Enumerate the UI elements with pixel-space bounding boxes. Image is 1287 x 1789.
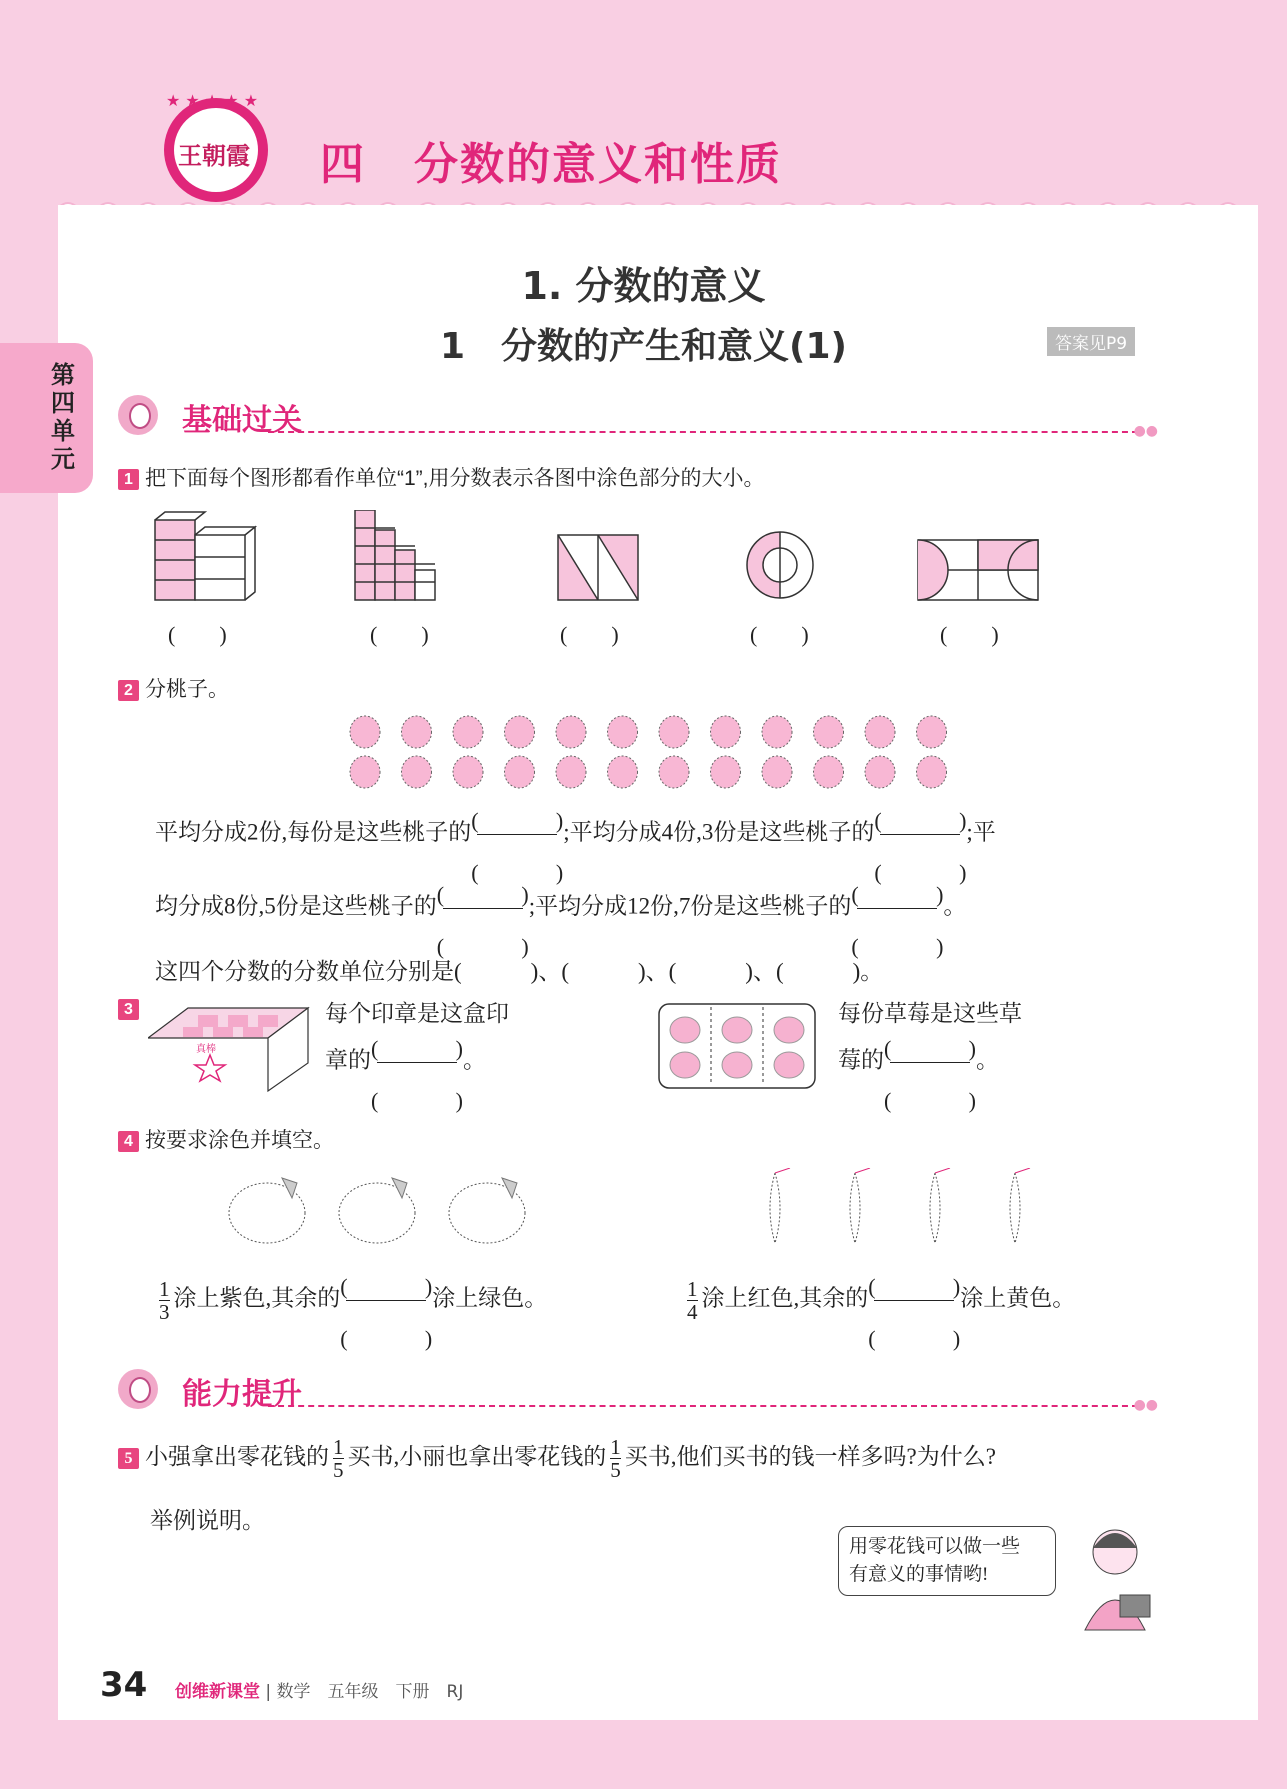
question-1 [118, 462, 765, 492]
q3-text: 章的 [325, 1047, 371, 1073]
q3-left-line1: 每个印章是这盒印 [325, 1001, 509, 1026]
cube-stack-figure-1 [155, 512, 255, 600]
answer-reference: 答案见P9 [1047, 327, 1135, 356]
peach-icon [711, 756, 741, 788]
question-5 [118, 1436, 996, 1481]
page-number: 34 [100, 1665, 148, 1705]
q4-text: 涂上红色,其余的 [701, 1285, 869, 1311]
peach-icon [453, 756, 483, 788]
dots-icon: ●● [1133, 1397, 1158, 1413]
logo-text: 王朝霞 [178, 141, 250, 170]
fraction-blank[interactable]: ( ) ( ) [874, 808, 967, 885]
fraction-blank[interactable]: ( ) ( ) [851, 882, 944, 959]
footer-details: | 数学 五年级 下册 RJ [265, 1682, 464, 1702]
peach-icon [505, 716, 535, 748]
question-number: 1 [118, 469, 139, 490]
q5-line2: 举例说明。 [150, 1508, 265, 1533]
question-3 [118, 997, 145, 1021]
q1-figures [150, 510, 1050, 610]
peach-icon [762, 716, 792, 748]
diagonal-rect-figure-3 [558, 535, 638, 600]
semicircle-figure-5 [918, 540, 1038, 600]
fraction-blank[interactable]: ( ) ( ) [436, 882, 529, 959]
fraction-blank[interactable]: ( ) ( ) [868, 1274, 961, 1351]
svg-text:★ ★ ★ ★ ★: ★ ★ ★ ★ ★ [166, 91, 259, 110]
bubble-line: 用零花钱可以做一些 [849, 1536, 1021, 1557]
peach-icon [608, 756, 638, 788]
speech-bubble [838, 1526, 1056, 1596]
peach-icon [453, 716, 483, 748]
unit-title [320, 128, 782, 192]
q3-right-line2 [838, 1036, 999, 1113]
dashed-divider [268, 1405, 1138, 1407]
fraction: $\frac{1}{5}$ [333, 1435, 344, 1482]
peach-icon [350, 756, 380, 788]
footer-brand: 创维新课堂 [175, 1682, 260, 1702]
fraction: $\frac{1}{5}$ [610, 1435, 621, 1482]
q2-line3: 这四个分数的分数单位分别是( )、( )、( )、( )。 [155, 959, 884, 984]
q4-text: 涂上紫色,其余的 [173, 1285, 341, 1311]
q3-text: 莓的 [838, 1047, 884, 1073]
q5-text: 买书,小丽也拿出零花钱的 [347, 1443, 607, 1469]
q2-line1 [155, 808, 996, 885]
brand-logo [156, 88, 276, 208]
question-number: 3 [118, 999, 139, 1020]
q5-text: 小强拿出零花钱的 [145, 1443, 329, 1469]
bar-label: 基础过关 [182, 403, 302, 438]
question-number: 5 [118, 1448, 139, 1469]
peaches-grid [348, 712, 968, 792]
peach-icon [814, 756, 844, 788]
stamp-label: 真棒 [196, 1044, 216, 1055]
peach-icon [917, 756, 947, 788]
section-bar-basic [118, 395, 1158, 439]
grapes-image [222, 1168, 542, 1248]
q3-end: 。 [976, 1047, 999, 1073]
footer-info [175, 1677, 463, 1702]
question-4 [118, 1124, 334, 1154]
strawberry-box-image [658, 1003, 816, 1089]
peach-icon [505, 756, 535, 788]
q4-text: 涂上绿色。 [432, 1285, 548, 1311]
peach-icon [556, 716, 586, 748]
peach-icon [865, 716, 895, 748]
ring-figure-4 [747, 532, 813, 598]
bar-label: 能力提升 [182, 1377, 302, 1412]
fraction-blank[interactable]: ( ) ( ) [884, 1036, 976, 1113]
answer-blank-1[interactable]: ( ) [168, 622, 227, 647]
q2-text: 。 [943, 893, 967, 919]
q3-left-line2 [325, 1036, 486, 1113]
q4-text: 涂上黄色。 [960, 1285, 1076, 1311]
monkey-avatar-icon [118, 1369, 158, 1409]
lesson-title: 1 分数的产生和意义(1) [439, 326, 847, 367]
peach-icon [402, 756, 432, 788]
fraction: $\frac{1}{3}$ [159, 1276, 170, 1324]
q2-text: 均分成8份,5份是这些桃子的 [155, 893, 437, 919]
section-bar-advanced [118, 1369, 1158, 1413]
q2-text: ;平均分成12份,7份是这些桃子的 [528, 893, 852, 919]
q4-right [683, 1274, 1076, 1351]
question-2 [118, 673, 229, 703]
section-title: 1. 分数的意义 [521, 264, 766, 308]
q2-text: ;平均分成4份,3份是这些桃子的 [563, 819, 875, 845]
side-tab-label: 第四单元 [51, 361, 75, 473]
fraction-blank[interactable]: ( ) ( ) [371, 1036, 463, 1113]
peach-icon [402, 716, 432, 748]
q5-text: 买书,他们买书的钱一样多吗?为什么? [624, 1443, 996, 1469]
dots-icon: ●● [1133, 423, 1158, 439]
question-number: 2 [118, 680, 139, 701]
bubble-line: 有意义的事情哟! [849, 1564, 989, 1585]
unit-number: 四 [320, 139, 366, 190]
q3-end: 。 [463, 1047, 486, 1073]
answer-blank-4[interactable]: ( ) [750, 622, 809, 647]
stamp-box-image [148, 1003, 310, 1093]
fraction-blank[interactable]: ( ) ( ) [340, 1274, 433, 1351]
girl-avatar-icon [118, 395, 158, 435]
chili-peppers-image [755, 1168, 1075, 1248]
peach-icon [762, 756, 792, 788]
q2-line2 [155, 882, 967, 959]
peach-icon [556, 756, 586, 788]
answer-blank-3[interactable]: ( ) [560, 622, 619, 647]
fraction: $\frac{1}{4}$ [687, 1276, 698, 1324]
fraction-blank[interactable]: ( ) ( ) [471, 808, 564, 885]
question-text: 把下面每个图形都看作单位“1”,用分数表示各图中涂色部分的大小。 [145, 467, 765, 490]
peach-icon [608, 716, 638, 748]
q3-right-line1: 每份草莓是这些草 [838, 1001, 1022, 1026]
q2-text: ;平 [966, 819, 996, 845]
peach-icon [659, 716, 689, 748]
dashed-divider [268, 431, 1138, 433]
unit-name: 分数的意义和性质 [414, 139, 782, 190]
question-number: 4 [118, 1131, 139, 1152]
question-text: 按要求涂色并填空。 [145, 1129, 334, 1152]
answer-blank-2[interactable]: ( ) [370, 622, 429, 647]
q4-left [155, 1274, 548, 1351]
staircase-figure-2 [355, 510, 435, 600]
question-text: 分桃子。 [145, 678, 229, 701]
q2-text: 平均分成2份,每份是这些桃子的 [155, 819, 472, 845]
peach-icon [814, 716, 844, 748]
teacher-illustration [1065, 1520, 1160, 1635]
peach-icon [865, 756, 895, 788]
peach-icon [711, 716, 741, 748]
answer-blank-5[interactable]: ( ) [940, 622, 999, 647]
peach-icon [659, 756, 689, 788]
peach-icon [917, 716, 947, 748]
peach-icon [350, 716, 380, 748]
